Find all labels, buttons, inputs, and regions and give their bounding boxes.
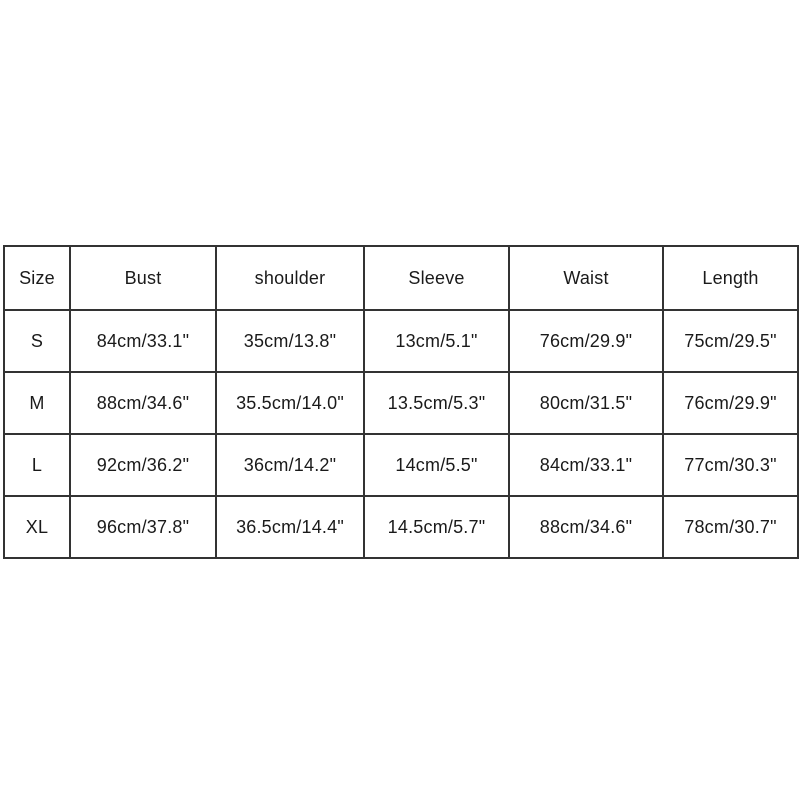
- row-label: XL: [4, 496, 70, 558]
- column-header-shoulder: shoulder: [216, 246, 364, 310]
- table-cell: 14cm/5.5": [364, 434, 509, 496]
- row-label: L: [4, 434, 70, 496]
- table-cell: 36.5cm/14.4": [216, 496, 364, 558]
- size-chart: [3, 245, 797, 559]
- row-label: S: [4, 310, 70, 372]
- table-row: [4, 434, 798, 496]
- table-cell: 76cm/29.9": [663, 372, 798, 434]
- column-header-size: Size: [4, 246, 70, 310]
- table-cell: 13.5cm/5.3": [364, 372, 509, 434]
- table-cell: 35.5cm/14.0": [216, 372, 364, 434]
- table-row: [4, 496, 798, 558]
- table-cell: 92cm/36.2": [70, 434, 216, 496]
- column-header-sleeve: Sleeve: [364, 246, 509, 310]
- table-cell: 96cm/37.8": [70, 496, 216, 558]
- table-cell: 88cm/34.6": [70, 372, 216, 434]
- table-cell: 35cm/13.8": [216, 310, 364, 372]
- table-cell: 14.5cm/5.7": [364, 496, 509, 558]
- row-label: M: [4, 372, 70, 434]
- table-cell: 84cm/33.1": [70, 310, 216, 372]
- table-cell: 75cm/29.5": [663, 310, 798, 372]
- table-cell: 36cm/14.2": [216, 434, 364, 496]
- table-row: [4, 372, 798, 434]
- column-header-waist: Waist: [509, 246, 663, 310]
- table-cell: 77cm/30.3": [663, 434, 798, 496]
- column-header-length: Length: [663, 246, 798, 310]
- column-header-bust: Bust: [70, 246, 216, 310]
- table-cell: 13cm/5.1": [364, 310, 509, 372]
- table-cell: 78cm/30.7": [663, 496, 798, 558]
- table-cell: 80cm/31.5": [509, 372, 663, 434]
- header-row: [4, 246, 798, 310]
- table-cell: 84cm/33.1": [509, 434, 663, 496]
- size-chart-table: [3, 245, 799, 559]
- table-cell: 76cm/29.9": [509, 310, 663, 372]
- table-row: [4, 310, 798, 372]
- table-cell: 88cm/34.6": [509, 496, 663, 558]
